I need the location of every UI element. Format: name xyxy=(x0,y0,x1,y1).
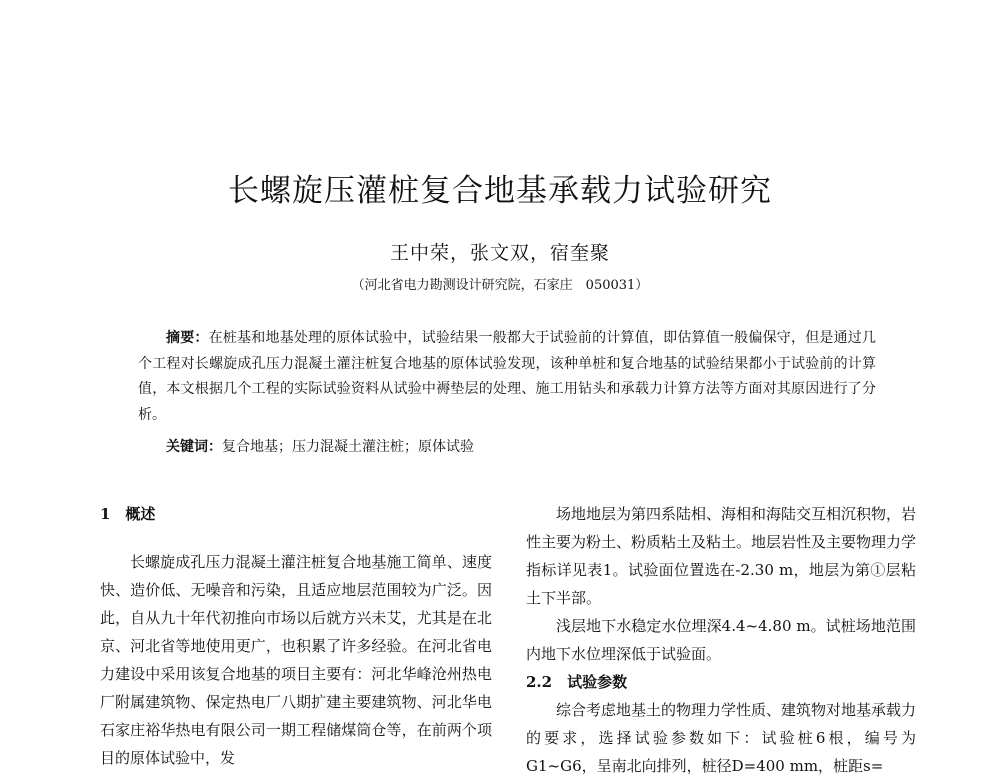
left-column xyxy=(100,500,492,772)
abstract xyxy=(138,326,876,428)
section-1-paragraph: 长螺旋成孔压力混凝土灌注桩复合地基施工简单、速度快、造价低、无噪音和污染，且适应地层范围较为广泛。因此，自从九十年代初推向市场以后就方兴未艾，尤其是在北京、河北省等地使用更广，也积累了许多经验。在河北省电力建设中采用该复合地基的项目主要有：河北华峰沧州热电厂附属建筑物、保定热电厂八期扩建主要建筑物、河北华电石家庄裕华热电有限公司一期工程储煤筒仓等，在前两个项目的原体试验中，发 xyxy=(100,553,492,767)
right-column xyxy=(526,500,916,780)
abstract-label: 摘要： xyxy=(166,330,209,346)
keywords-text: 复合地基；压力混凝土灌注桩；原体试验 xyxy=(222,439,474,455)
keywords-label: 关键词： xyxy=(166,439,222,455)
paper-title: 长螺旋压灌桩复合地基承载力试验研究 xyxy=(228,173,772,209)
site-strata-paragraph: 场地地层为第四系陆相、海相和海陆交互相沉积物，岩性主要为粉土、粉质粘土及粘土。地层岩性及主要物理力学指标详见表1。试验面位置选在-2.30 m，地层为第①层粘土下半部。 xyxy=(526,505,917,607)
paper-affiliation: （河北省电力勘测设计研究院，石家庄 050031） xyxy=(351,278,649,293)
paper-authors: 王中荣，张文双，宿奎聚 xyxy=(389,242,610,264)
groundwater-paragraph: 浅层地下水稳定水位埋深4.4~4.80 m。试桩场地范围内地下水位埋深低于试验面。 xyxy=(526,617,916,663)
section-2-2-heading: 2.2 试验参数 xyxy=(526,673,628,691)
section-1-heading: 1 概述 xyxy=(100,505,156,523)
test-parameters-paragraph: 综合考虑地基土的物理力学性质、建筑物对地基承载力的要求，选择试验参数如下：试验桩6根，编号为G1~G6，呈南北向排列，桩径D=400 mm，桩距s= xyxy=(526,701,917,775)
abstract-text: 在桩基和地基处理的原体试验中，试验结果一般都大于试验前的计算值，即估算值一般偏保守，但是通过几个工程对长螺旋成孔压力混凝土灌注桩复合地基的原体试验发现，该种单桩和复合地基的试验结果都小于试验前的计算值，本文根据几个工程的实际试验资料从试验中褥垫层的处理、施工用钻头和承载力计算方法等方面对其原因进行了分析。 xyxy=(138,330,877,423)
keywords xyxy=(166,436,876,456)
